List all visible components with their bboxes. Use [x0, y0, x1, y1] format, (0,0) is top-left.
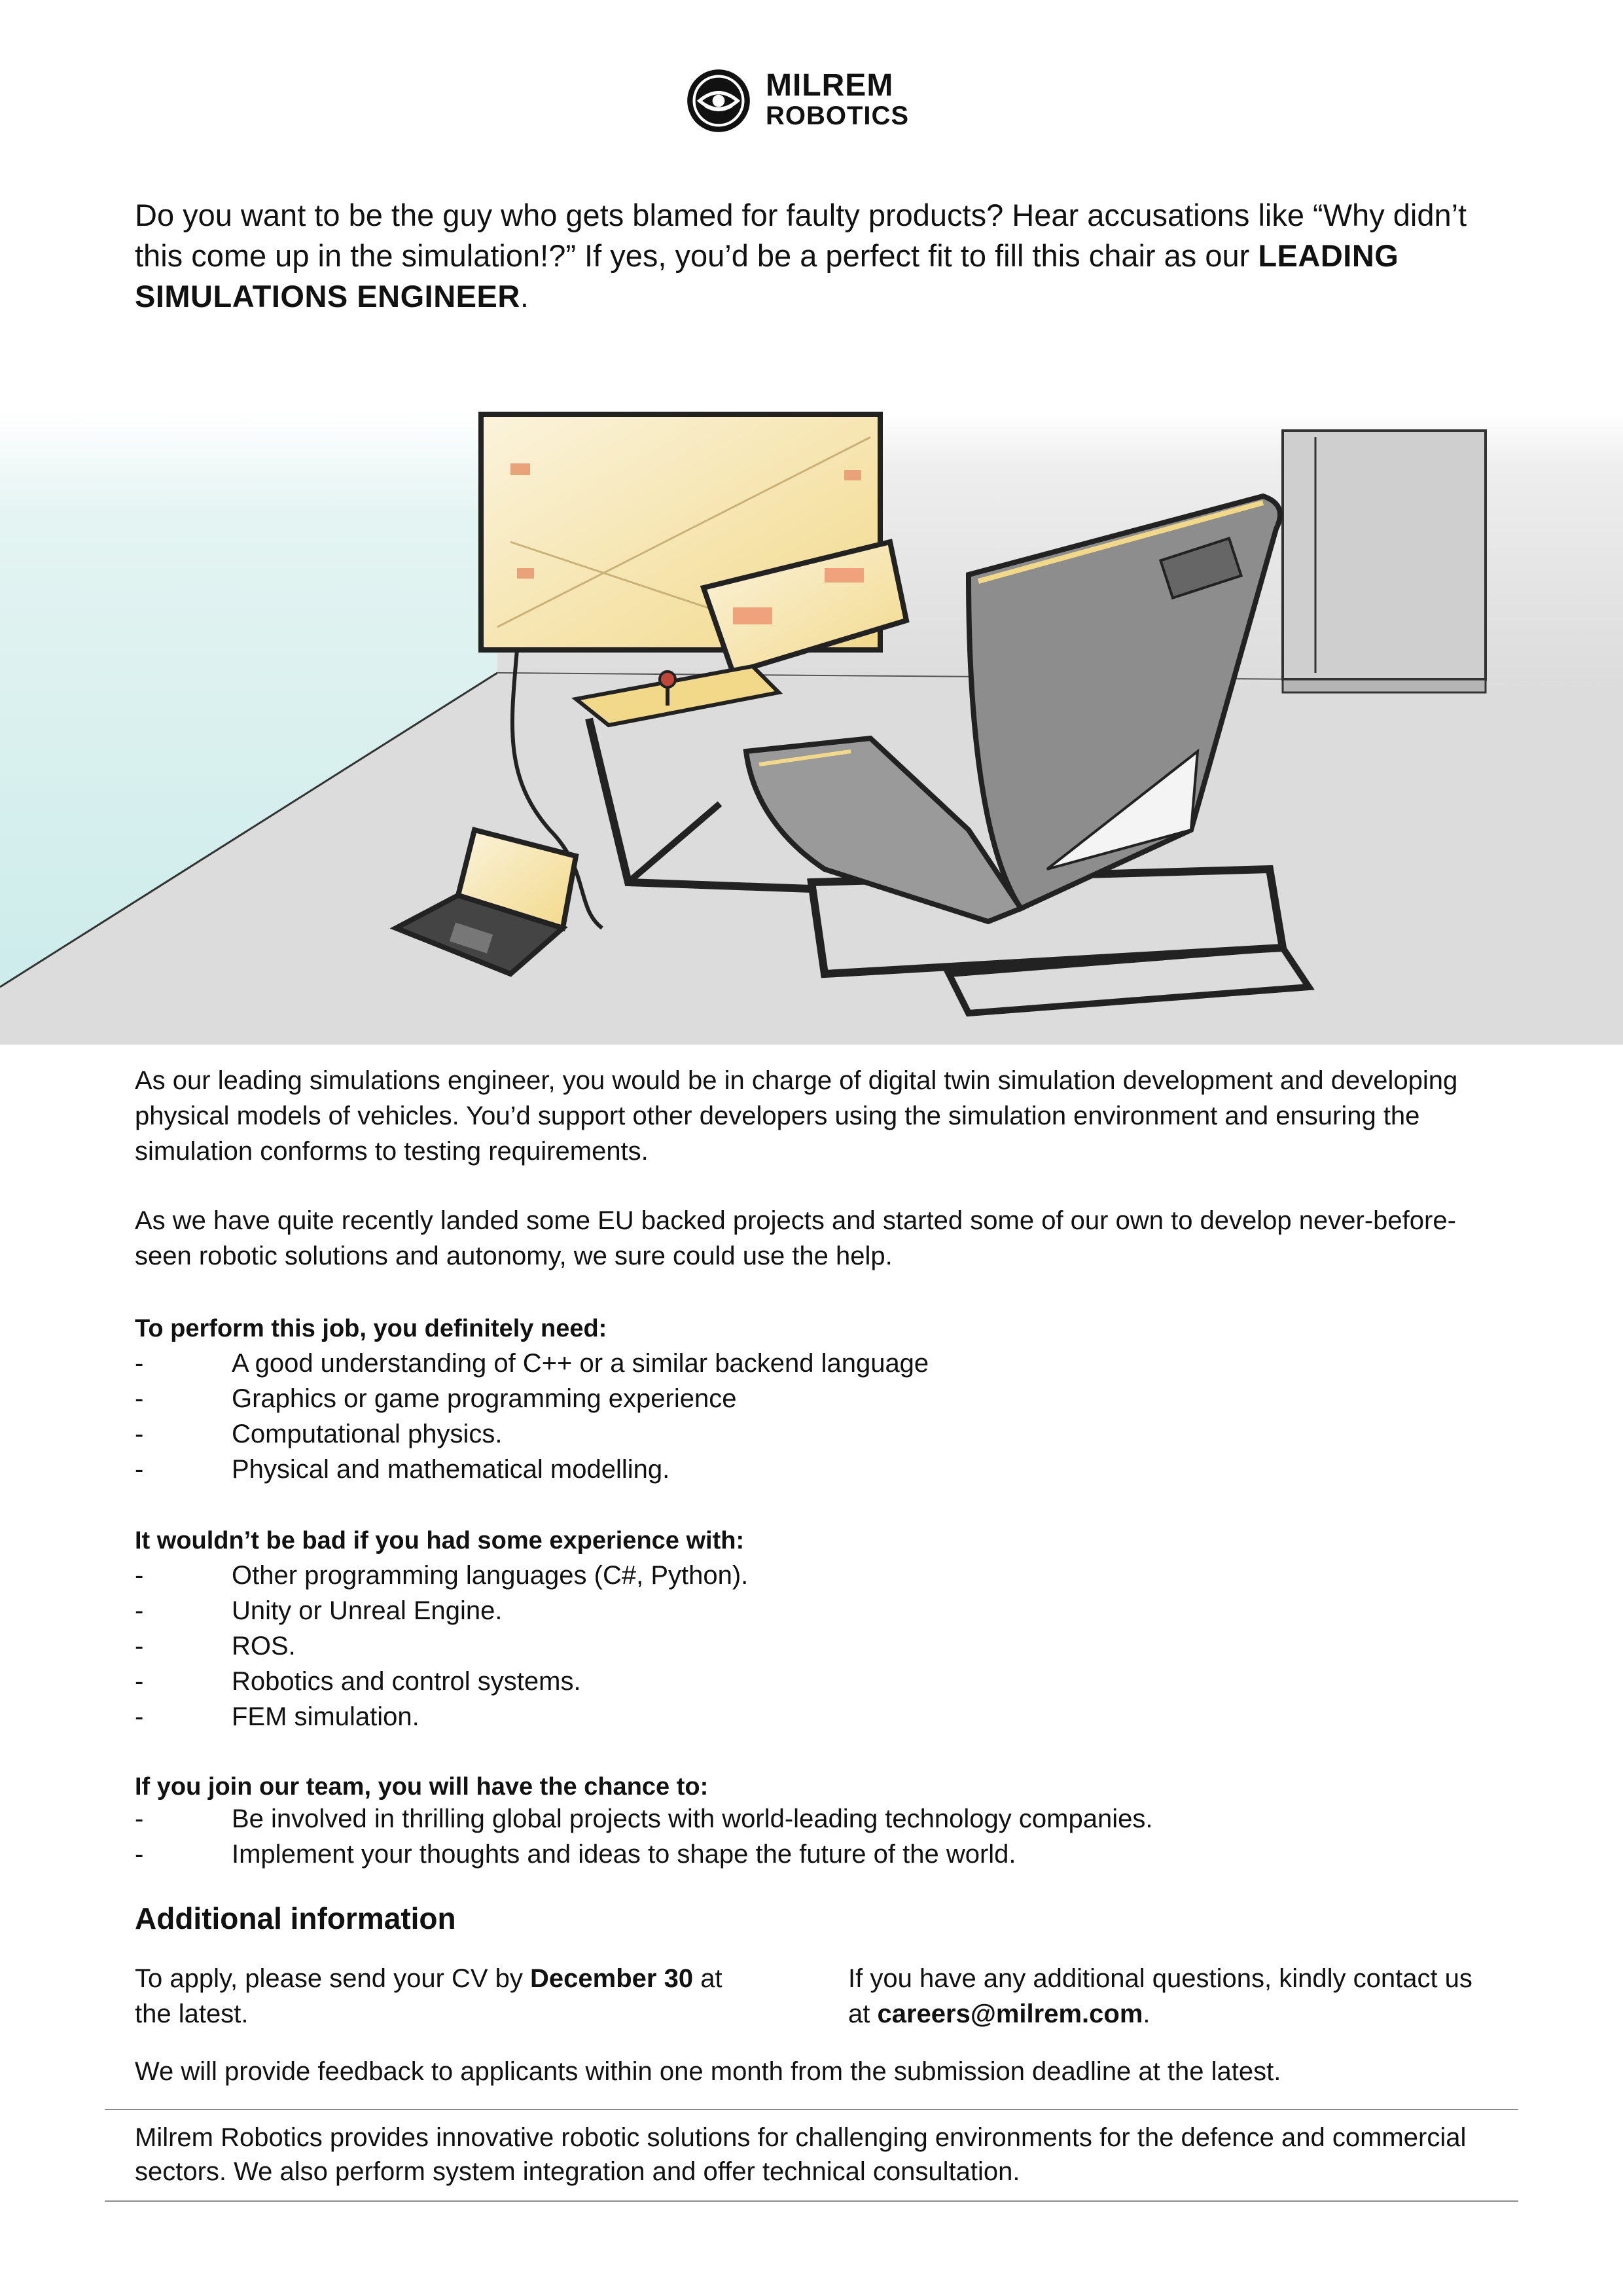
list-item-text: Graphics or game programming experience	[232, 1384, 737, 1413]
description-paragraph-1: As our leading simulations engineer, you would be in charge of digital twin simulation development and developing physical models of vehicles. You’d support other developers using the simulation environment and ensuring the simulation conforms to testing requirements.	[135, 1066, 1458, 1166]
footer-divider-top	[105, 2109, 1518, 2110]
contact-email-link[interactable]: careers@milrem.com	[877, 2000, 1143, 2028]
list-dash: -	[135, 1455, 144, 1484]
list-item-text: Other programming languages (C#, Python).	[232, 1561, 749, 1590]
list-item	[135, 1837, 1152, 1872]
list-item-text: Implement your thoughts and ideas to shape the future of the world.	[232, 1840, 1016, 1869]
intro-question: Do you want to be the guy who gets blamed for faulty products? Hear accusations like “Why didn’t this come up in the simulation!?” If yes, you’d be a perfect fit to fill this chair as our	[135, 198, 1467, 273]
description-paragraph-2: As we have quite recently landed some EU backed projects and started some of our own to develop never-before-seen robotic solutions and autonomy, we sure could use the help.	[135, 1206, 1456, 1270]
list-dash: -	[135, 1384, 144, 1413]
additional-info-title: Additional information	[135, 1901, 456, 1935]
requirements-list	[135, 1346, 929, 1487]
company-description: Milrem Robotics provides innovative robotic solutions for challenging environments for the defence and commercial sectors. We also perform system integration and offer technical consultation.	[135, 2123, 1467, 2186]
intro-text	[135, 195, 1496, 317]
requirements-title: To perform this job, you definitely need:	[135, 1315, 607, 1342]
list-item	[135, 1558, 748, 1593]
list-dash: -	[135, 1561, 144, 1590]
list-dash: -	[135, 1804, 144, 1833]
list-item	[135, 1801, 1152, 1837]
simulator-chair-illustration	[0, 411, 1623, 1045]
footer-divider-bottom	[105, 2200, 1518, 2202]
apply-deadline: December 30	[530, 1964, 694, 1993]
list-dash: -	[135, 1632, 144, 1660]
list-item	[135, 1664, 748, 1699]
contact-text-end: .	[1143, 2000, 1150, 2028]
apply-text: To apply, please send your CV by	[135, 1964, 531, 1993]
list-item-text: Physical and mathematical modelling.	[232, 1455, 670, 1484]
list-item	[135, 1346, 929, 1381]
list-item	[135, 1452, 929, 1487]
list-item-text: ROS.	[232, 1632, 296, 1660]
list-item	[135, 1628, 748, 1664]
list-item	[135, 1699, 748, 1734]
list-item	[135, 1416, 929, 1452]
apply-instructions	[135, 1961, 763, 2032]
list-item-text: A good understanding of C++ or a similar backend language	[232, 1349, 929, 1378]
list-item	[135, 1381, 929, 1416]
list-item-text: FEM simulation.	[232, 1702, 419, 1731]
logo-wordmark	[766, 68, 910, 131]
company-logo	[685, 64, 946, 137]
list-item-text: Robotics and control systems.	[232, 1667, 581, 1696]
list-item-text: Be involved in thrilling global projects with world-leading technology companies.	[232, 1804, 1153, 1833]
benefits-list	[135, 1801, 1152, 1872]
benefits-title: If you join our team, you will have the chance to:	[135, 1773, 709, 1801]
list-dash: -	[135, 1840, 144, 1869]
milrem-eye-icon	[685, 67, 753, 135]
list-dash: -	[135, 1702, 144, 1731]
contact-instructions	[848, 1961, 1476, 2032]
intro-end: .	[520, 279, 529, 314]
list-dash: -	[135, 1349, 144, 1378]
job-title: LEADING SIMULATIONS ENGINEER	[135, 238, 1399, 314]
logo-line-2: ROBOTICS	[766, 101, 910, 130]
nice-to-have-list	[135, 1558, 748, 1734]
list-item-text: Unity or Unreal Engine.	[232, 1596, 503, 1625]
logo-line-1: MILREM	[766, 68, 894, 103]
list-item-text: Computational physics.	[232, 1420, 503, 1448]
contact-text: If you have any additional questions, kindly contact us at	[848, 1964, 1472, 2028]
list-dash: -	[135, 1596, 144, 1625]
list-dash: -	[135, 1667, 144, 1696]
feedback-note: We will provide feedback to applicants within one month from the submission deadline at the latest.	[135, 2057, 1281, 2086]
list-item	[135, 1593, 748, 1628]
apply-text-end: at the latest.	[135, 1964, 722, 2028]
list-dash: -	[135, 1420, 144, 1448]
nice-to-have-title: It wouldn’t be bad if you had some experience with:	[135, 1527, 745, 1554]
